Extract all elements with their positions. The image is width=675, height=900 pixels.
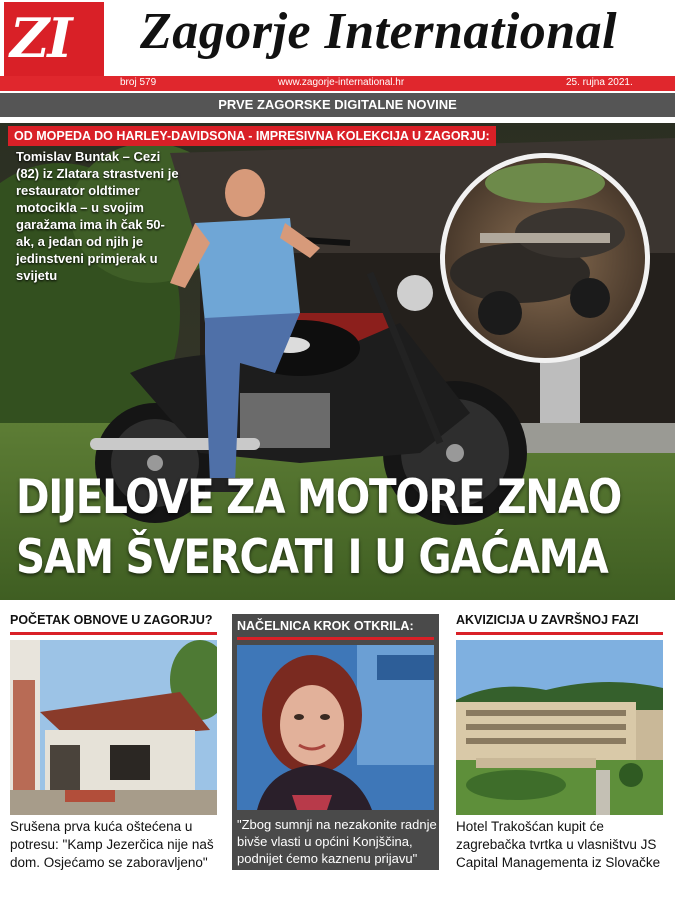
column-1-rule (10, 632, 217, 635)
hero-headline-line-1[interactable]: DIJELOVE ZA MOTORE ZNAO (16, 470, 621, 525)
column-3-caption[interactable]: Hotel Trakošćan kupit će zagrebačka tvrtka u vlasništvu JS Capital Managementa iz Slovačke (456, 819, 661, 870)
hero-lead-text: Tomislav Buntak – Cezi (82) iz Zlatara strastveni je restaurator oldtimer motocikla – u svojim garažama ima ih čak 50-ak, a jedan od njih je jedinstveni primjerak u svijetu (16, 149, 179, 283)
column-1-caption[interactable]: Srušena prva kuća oštećena u potresu: "Kamp Jezerčica nije naš dom. Osjećamo se zaboravljeno" (10, 819, 214, 870)
damaged-house-image (10, 640, 217, 815)
column-3-photo[interactable] (456, 640, 663, 815)
hero-headline-line-2[interactable]: SAM ŠVERCATI I U GAĆAMA (16, 530, 608, 585)
info-bar (0, 76, 675, 91)
logo[interactable] (4, 2, 104, 78)
portrait-image (237, 645, 434, 810)
column-1-heading[interactable]: POČETAK OBNOVE U ZAGORJU? (10, 613, 213, 627)
tagline: PRVE ZAGORSKE DIGITALNE NOVINE (0, 93, 675, 117)
column-3-rule (456, 632, 663, 635)
column-1-photo[interactable] (10, 640, 217, 815)
hotel-image (456, 640, 663, 815)
column-2-heading[interactable]: NAČELNICA KROK OTKRILA: (237, 619, 414, 633)
column-2-photo[interactable] (237, 645, 434, 810)
column-2-rule (237, 637, 434, 640)
column-2-caption[interactable]: "Zbog sumnji na nezakonite radnje bivše vlasti u općini Konjščina, podnijet ćemo kaznenu prijavu" (237, 817, 437, 866)
website-link[interactable]: www.zagorje-international.hr (278, 77, 405, 88)
issue-number: broj 579 (120, 77, 157, 88)
logo-text: ZI (10, 6, 71, 70)
hero-kicker: OD MOPEDA DO HARLEY-DAVIDSONA - IMPRESIVNA KOLEKCIJA U ZAGORJU: (8, 126, 496, 146)
column-3-heading[interactable]: AKVIZICIJA U ZAVRŠNOJ FAZI (456, 613, 639, 627)
issue-date: 25. rujna 2021. (566, 77, 633, 88)
masthead-title: Zagorje International (140, 3, 618, 60)
